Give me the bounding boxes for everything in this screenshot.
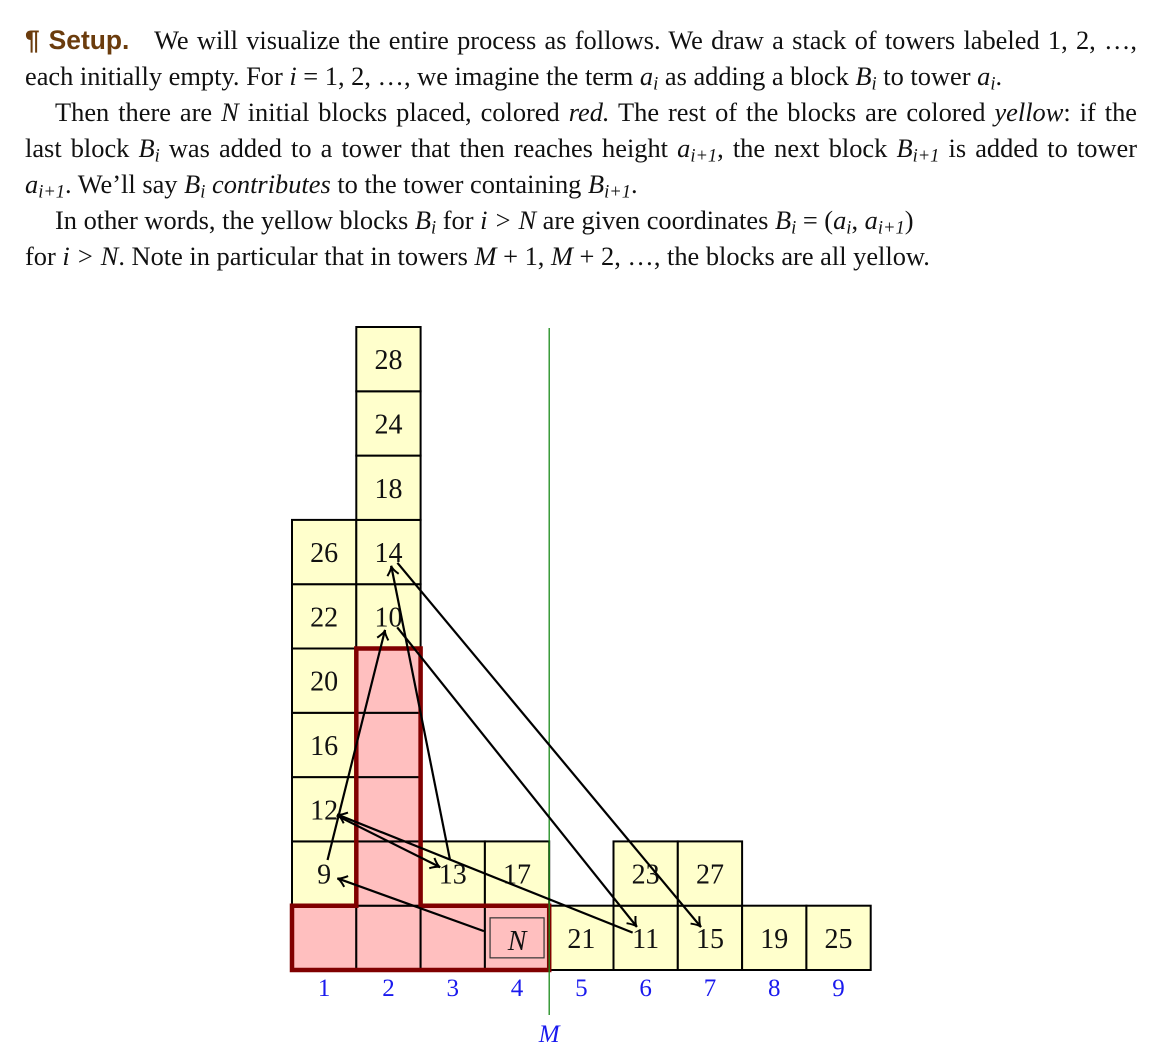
- red-block: [356, 906, 420, 970]
- text-run: = (: [796, 205, 834, 235]
- math-var: M: [474, 241, 497, 271]
- math-subscript: i: [846, 217, 852, 238]
- section-heading: ¶ Setup.: [25, 25, 130, 55]
- math-subscript: i: [200, 181, 206, 202]
- tower-label: 7: [703, 975, 717, 1002]
- text-run: . We’ll say: [65, 169, 185, 199]
- math-var: B: [138, 133, 155, 163]
- text-run: + 1,: [496, 241, 551, 271]
- block-number: 27: [695, 859, 724, 891]
- text-run: We will visualize the entire process as follows. We draw a stack of towers labeled 1, 2, …, each initially empty. For: [25, 25, 1138, 91]
- block-number: 20: [310, 666, 339, 698]
- block-number: 24: [374, 409, 403, 441]
- emphasis-yellow: yellow: [994, 97, 1064, 127]
- math-var: i: [289, 61, 297, 91]
- math-var: N: [221, 97, 239, 127]
- text-run: + 2, …, the blocks are all yellow.: [572, 241, 930, 271]
- text-run: .: [630, 169, 638, 199]
- block-number: 21: [567, 923, 596, 955]
- red-block: [421, 906, 485, 970]
- block-number: 18: [374, 473, 403, 505]
- math-subscript: i: [791, 217, 797, 238]
- text-run: . Note in particular that in towers: [118, 241, 475, 271]
- text-run: Then there are: [55, 97, 222, 127]
- block-number: 23: [631, 859, 660, 891]
- text-run: initial blocks placed, colored: [238, 97, 569, 127]
- text-run: , the next block: [717, 133, 897, 163]
- text-run: for: [436, 205, 481, 235]
- tower-label: 6: [639, 975, 652, 1002]
- tower-label: 8: [768, 975, 781, 1002]
- text-run: as adding a block: [658, 61, 856, 91]
- block-number: 13: [438, 859, 467, 891]
- text-run: for: [25, 241, 63, 271]
- math-var: a: [25, 169, 39, 199]
- block-number: 12: [310, 795, 339, 827]
- block-number: 19: [760, 923, 789, 955]
- emphasis-contributes: contributes: [211, 169, 331, 199]
- math-var: B: [896, 133, 913, 163]
- math-var: B: [587, 169, 605, 199]
- math-expr: i > N: [480, 205, 537, 235]
- block-number: 25: [824, 923, 853, 955]
- block-number: 22: [310, 602, 339, 634]
- math-var: a: [639, 61, 654, 91]
- math-subscript: i: [154, 145, 160, 166]
- block-number: 28: [374, 345, 403, 377]
- math-subscript: i+1: [38, 181, 66, 202]
- text-run: ,: [851, 205, 865, 235]
- text-run: to tower: [876, 61, 978, 91]
- block-number: 14: [374, 538, 403, 570]
- tower-label: 2: [382, 975, 395, 1002]
- red-block: [292, 906, 356, 970]
- block-number: 17: [503, 859, 532, 891]
- text-run: to the tower containing: [330, 169, 588, 199]
- math-var: a: [833, 205, 847, 235]
- text-run: are given coordinates: [536, 205, 775, 235]
- math-subscript: i: [871, 73, 877, 94]
- text-run: = 1, 2, …, we imagine the term: [296, 61, 640, 91]
- math-var: M: [550, 241, 573, 271]
- text-run: .: [995, 61, 1003, 91]
- block-number: 11: [632, 923, 660, 955]
- math-var: B: [414, 205, 431, 235]
- tower-label: 3: [446, 975, 459, 1002]
- red-block: [356, 713, 420, 777]
- block-number: 10: [374, 602, 403, 634]
- math-var: a: [677, 133, 691, 163]
- block-number: 15: [695, 923, 724, 955]
- tower-label: 1: [317, 975, 331, 1002]
- math-subscript: i+1: [912, 145, 940, 166]
- math-expr: i > N: [62, 241, 119, 271]
- tower-label: 5: [575, 975, 588, 1002]
- block-number: 9: [317, 859, 332, 891]
- math-subscript: i+1: [877, 217, 905, 238]
- text-run: : if the last block: [25, 97, 1137, 163]
- math-var: B: [774, 205, 792, 235]
- emphasis-red: red.: [568, 97, 610, 127]
- text-run: ): [904, 205, 914, 235]
- math-subscript: i: [431, 217, 437, 238]
- m-label: M: [538, 1021, 560, 1048]
- tower-label: 4: [510, 975, 524, 1002]
- text-run: The rest of the blocks are colored: [609, 97, 995, 127]
- math-subscript: i: [990, 73, 996, 94]
- math-var: a: [977, 61, 991, 91]
- math-subscript: i: [653, 73, 659, 94]
- n-label: N: [507, 925, 527, 957]
- math-subscript: i+1: [604, 181, 631, 202]
- block-number: 26: [310, 538, 339, 570]
- math-var: B: [184, 169, 201, 199]
- text-run: is added to tower: [939, 133, 1137, 163]
- text-run: was added to a tower that then reaches height: [159, 133, 678, 163]
- tower-labels: [318, 975, 845, 1002]
- math-var: a: [864, 205, 878, 235]
- red-block: [356, 777, 420, 841]
- math-var: B: [855, 61, 872, 91]
- block-number: 16: [310, 730, 339, 762]
- text-run: In other words, the yellow blocks: [55, 205, 415, 235]
- math-subscript: i+1: [690, 145, 718, 166]
- tower-label: 9: [832, 975, 845, 1002]
